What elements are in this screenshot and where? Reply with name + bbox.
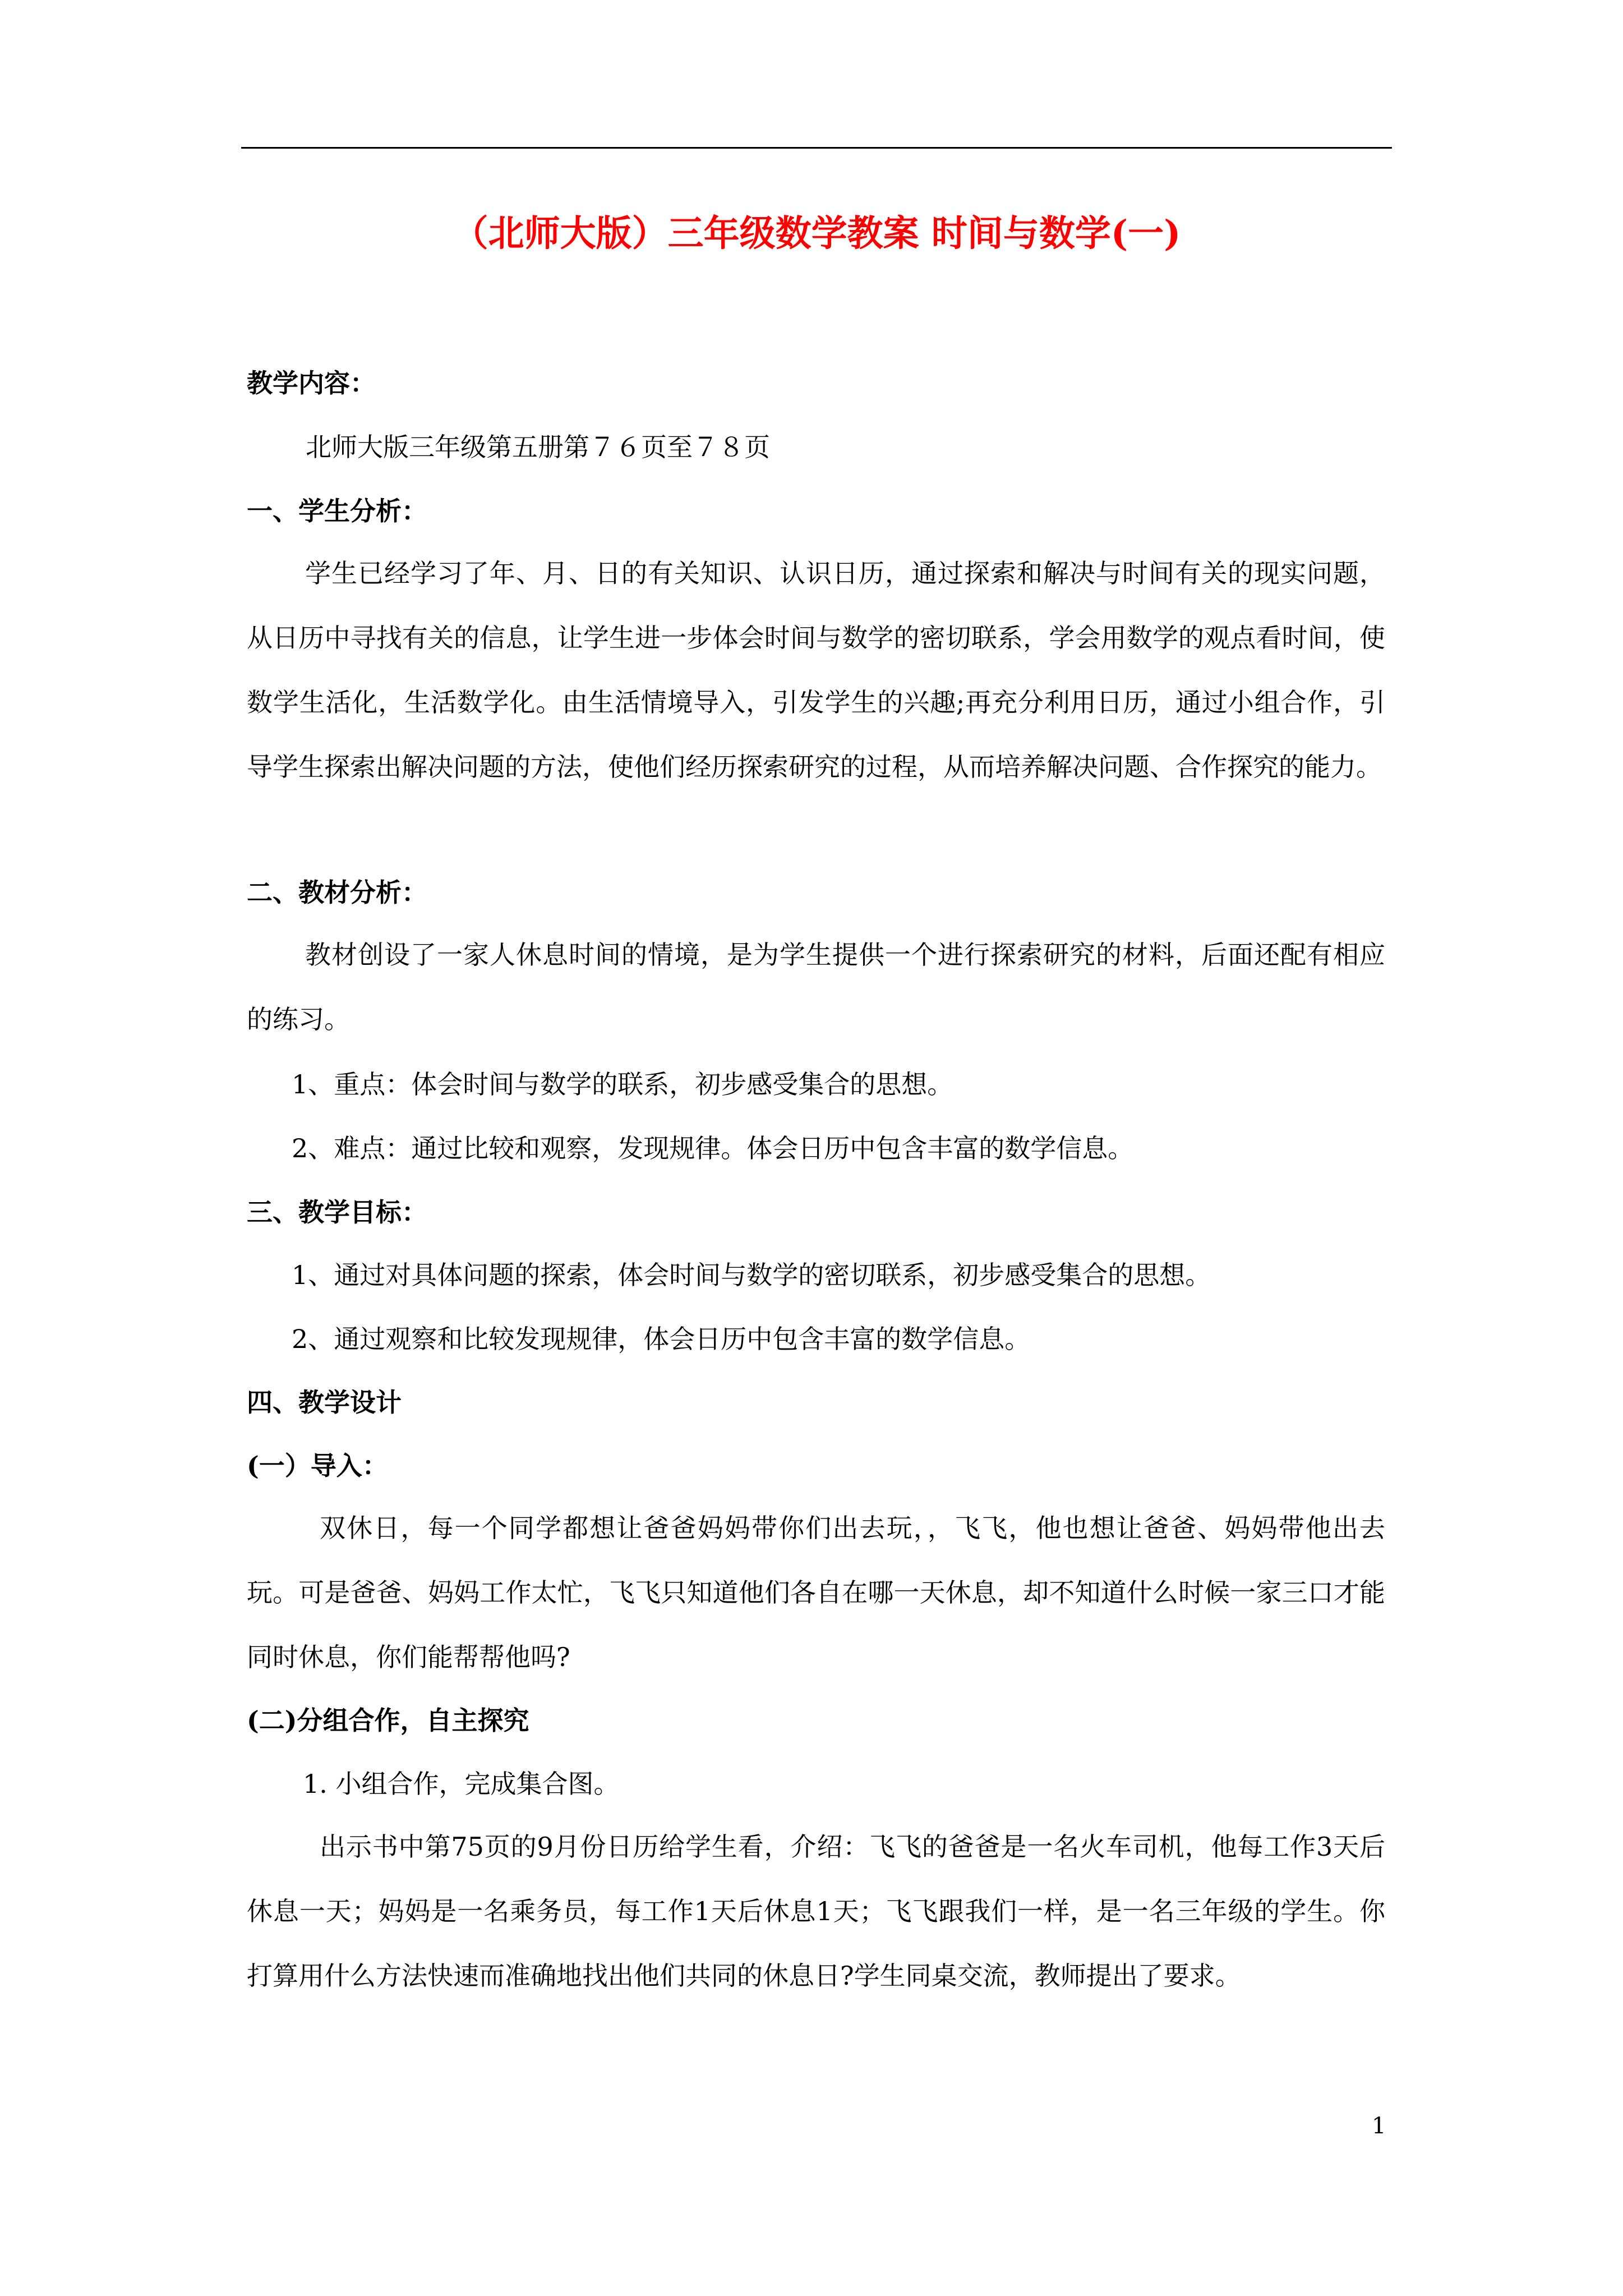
section-heading-4: 四、教学设计 xyxy=(247,1387,402,1418)
subsection-2-paragraph: 出示书中第75页的9月份日历给学生看，介绍：飞飞的爸爸是一名火车司机，他每工作3天后休息一天；妈妈是一名乘务员，每工作1天后休息1天；飞飞跟我们一样，是一名三年级的学生。你打算用什么方法快速而准确地找出他们共同的休息日?学生同桌交流，教师提出了要求。 xyxy=(247,1832,1385,1991)
section-heading-content: 教学内容： xyxy=(247,368,376,398)
subsection-1-paragraph: 双休日，每一个同学都想让爸爸妈妈带你们出去玩，，飞飞，他也想让爸爸、妈妈带他出去玩。可是爸爸、妈妈工作太忙，飞飞只知道他们各自在哪一天休息，却不知道什么时候一家三口才能同时休息，你们能帮帮他吗? xyxy=(247,1513,1385,1672)
section-2-item-1: 1、重点：体会时间与数学的联系，初步感受集合的思想。 xyxy=(292,1069,953,1099)
section-heading-2: 二、教材分析： xyxy=(247,877,427,908)
subsection-heading-2: (二)分组合作，自主探究 xyxy=(247,1705,529,1736)
page-number: 1 xyxy=(1372,2113,1386,2139)
section-heading-1: 一、学生分析： xyxy=(247,496,427,526)
content-text: 北师大版三年级第五册第７６页至７８页 xyxy=(306,432,770,462)
section-3-item-1: 1、通过对具体问题的探索，体会时间与数学的密切联系，初步感受集合的思想。 xyxy=(292,1260,1211,1290)
document-title: （北师大版）三年级数学教案 时间与数学(一) xyxy=(452,213,1181,255)
section-3-item-2: 2、通过观察和比较发现规律，体会日历中包含丰富的数学信息。 xyxy=(292,1324,1031,1354)
subsection-heading-1: (一）导入： xyxy=(247,1451,388,1481)
subsection-2-item-1: 1. 小组合作，完成集合图。 xyxy=(303,1769,620,1799)
section-2-paragraph: 教材创设了一家人休息时间的情境，是为学生提供一个进行探索研究的材料，后面还配有相应的练习。 xyxy=(247,940,1385,1034)
header-rule xyxy=(241,147,1392,149)
section-heading-3: 三、教学目标： xyxy=(247,1197,427,1227)
section-2-item-2: 2、难点：通过比较和观察，发现规律。体会日历中包含丰富的数学信息。 xyxy=(292,1133,1134,1163)
section-1-paragraph: 学生已经学习了年、月、日的有关知识、认识日历，通过探索和解决与时间有关的现实问题，从日历中寻找有关的信息，让学生进一步体会时间与数学的密切联系，学会用数学的观点看时间，使数学生活化，生活数学化。由生活情境导入，引发学生的兴趣;再充分利用日历，通过小组合作，引导学生探索出解决问题的方法，使他们经历探索研究的过程，从而培养解决问题、合作探究的能力。 xyxy=(247,558,1385,782)
